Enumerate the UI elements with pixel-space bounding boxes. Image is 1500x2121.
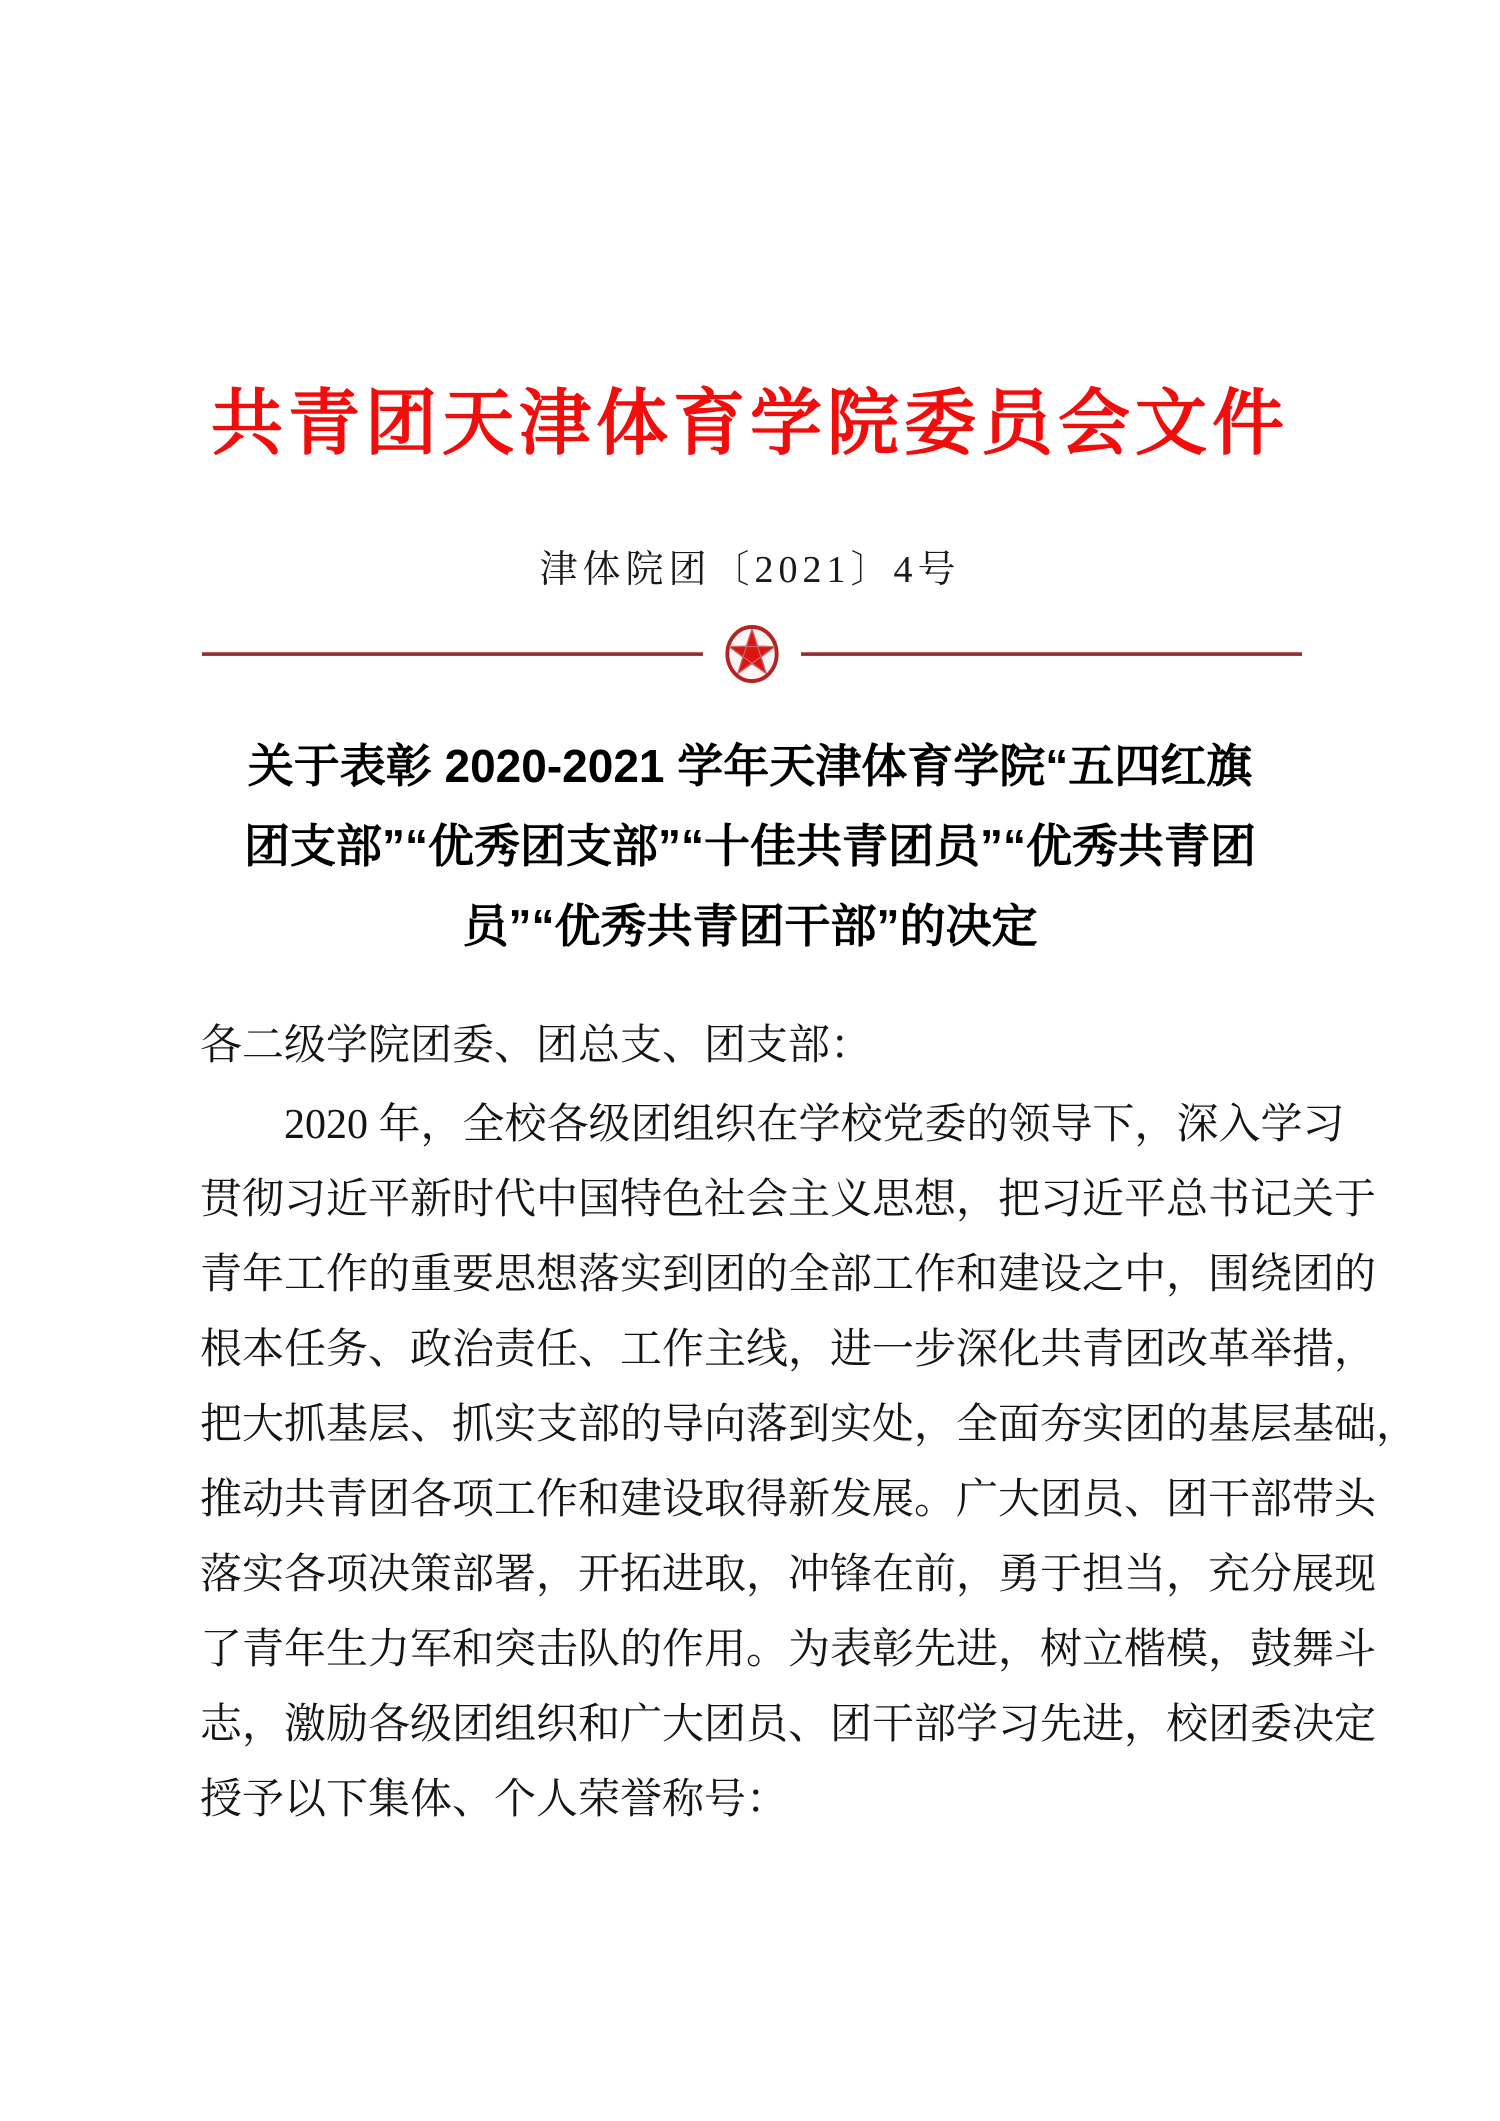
body-line: 贯彻习近平新时代中国特色社会主义思想，把习近平总书记关于 — [200, 1177, 1377, 1223]
body-paragraph — [200, 1088, 1419, 1838]
red-divider — [202, 620, 1302, 688]
divider-line-left — [202, 652, 703, 656]
doc-title — [140, 726, 1360, 966]
star-emblem-icon — [723, 621, 781, 687]
body-line: 了青年生力军和突击队的作用。为表彰先进，树立楷模，鼓舞斗 — [200, 1627, 1377, 1673]
body-line: 授予以下集体、个人荣誉称号： — [200, 1777, 789, 1823]
body-line: 志，激励各级团组织和广大团员、团干部学习先进，校团委决定 — [200, 1702, 1377, 1748]
body-line: 青年工作的重要思想落实到团的全部工作和建设之中，围绕团的 — [200, 1252, 1377, 1298]
doc-number: 津体院团〔2021〕4号 — [539, 549, 961, 591]
body-line: 落实各项决策部署，开拓进取，冲锋在前，勇于担当，充分展现 — [200, 1552, 1377, 1598]
org-title: 共青团天津体育学院委员会文件 — [210, 384, 1289, 464]
doc-title-line: 员”“优秀共青团干部”的决定 — [462, 900, 1038, 952]
body-line: 推动共青团各项工作和建设取得新发展。广大团员、团干部带头 — [200, 1477, 1377, 1523]
divider-line-right — [801, 652, 1302, 656]
doc-title-line: 关于表彰 2020-2021 学年天津体育学院“五四红旗 — [247, 740, 1253, 792]
body-line: 把大抓基层、抓实支部的导向落到实处，全面夯实团的基层基础， — [200, 1402, 1419, 1448]
body-line: 根本任务、政治责任、工作主线，进一步深化共青团改革举措， — [200, 1327, 1377, 1373]
doc-title-line: 团支部”“优秀团支部”“十佳共青团员”“优秀共青团 — [244, 820, 1256, 872]
body-line: 2020 年，全校各级团组织在学校党委的领导下，深入学习 — [284, 1102, 1345, 1148]
salutation: 各二级学院团委、团总支、团支部： — [200, 1023, 873, 1069]
